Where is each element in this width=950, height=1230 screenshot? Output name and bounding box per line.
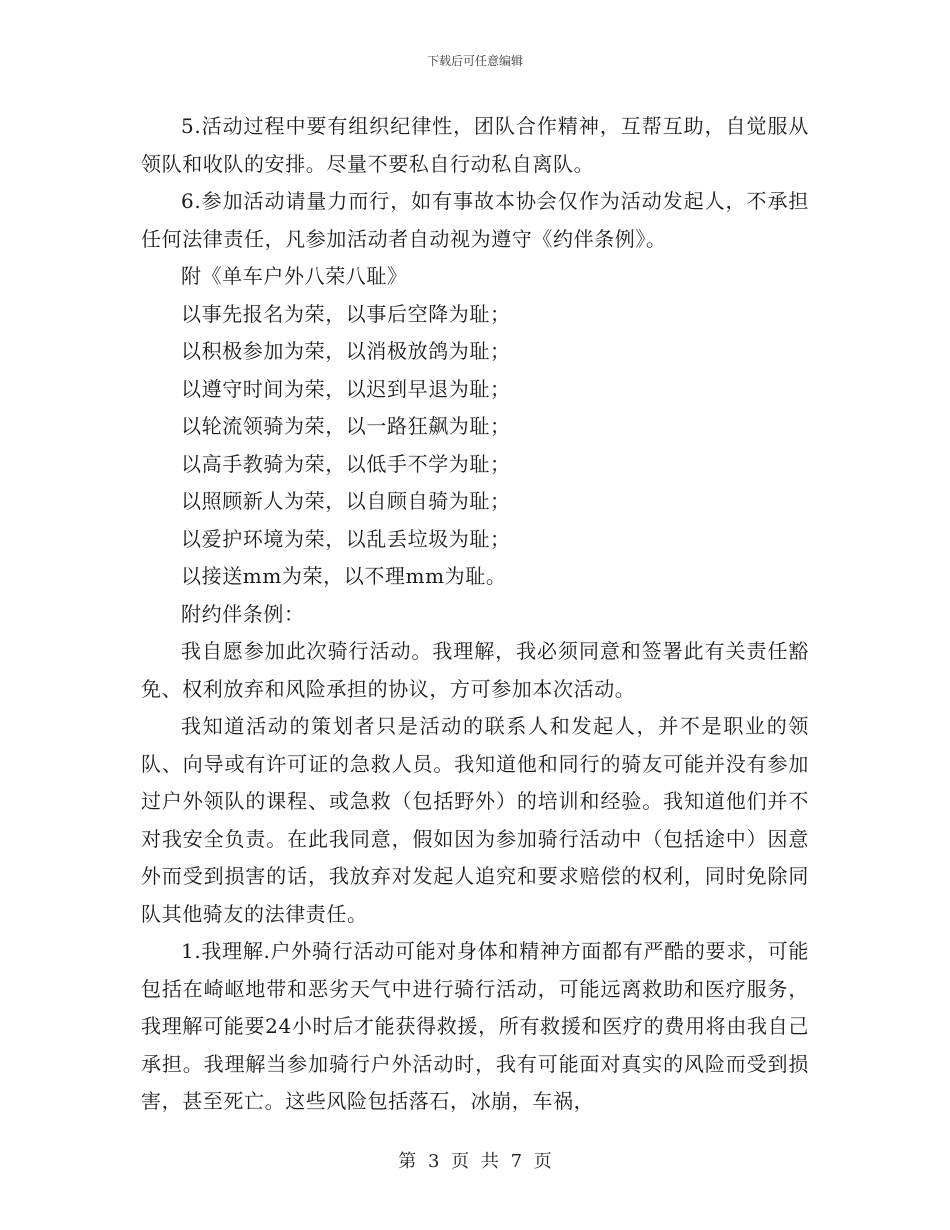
paragraph-rule-5: 5.活动过程中要有组织纪律性，团队合作精神，互帮互助，自觉服从领队和收队的安排。尽量不要私自行动私自离队。 — [141, 114, 809, 176]
appendix-title-honors: 附《单车户外八荣八耻》 — [181, 264, 408, 288]
honor-line: 以照顾新人为荣，以自顾自骑为耻； — [181, 489, 511, 513]
honor-line: 以爱护环境为荣，以乱丢垃圾为耻； — [181, 526, 511, 551]
paragraph-rule-6: 6.参加活动请量力而行，如有事故本协会仅作为活动发起人，不承担任何法律责任，凡参加活动者自动视为遵守《约伴条例》。 — [141, 189, 809, 251]
honor-line: 以轮流领骑为荣，以一路狂飙为耻； — [181, 414, 511, 438]
appendix-title-agreement: 附约伴条例： — [181, 601, 305, 626]
page-header: 下载后可任意编辑 — [426, 54, 523, 68]
honor-line: 以接送mm为荣，以不理mm为耻。 — [181, 564, 507, 588]
paragraph-disclaimer: 我知道活动的策划者只是活动的联系人和发起人，并不是职业的领队、向导或有许可证的急救人员。我知道他和同行的骑友可能并没有参加过户外领队的课程、或急救（包括野外）的培训和经验。我知道他们并不对我安全负责。在此我同意，假如因为参加骑行活动中（包括途中）因意外而受到损害的话，我放弃对发起人追究和要求赔偿的权利，同时免除同队其他骑友的法律责任。 — [141, 714, 809, 926]
honor-line: 以遵守时间为荣，以迟到早退为耻； — [181, 376, 511, 401]
paragraph-consent: 我自愿参加此次骑行活动。我理解，我必须同意和签署此有关责任豁免、权利放弃和风险承担的协议，方可参加本次活动。 — [141, 639, 809, 701]
page-footer: 第 3 页 共 7 页 — [398, 1151, 552, 1172]
document-body — [141, 108, 809, 1121]
paragraph-risk-1: 1.我理解.户外骑行活动可能对身体和精神方面都有严酷的要求，可能包括在崎岖地带和恶劣天气中进行骑行活动，可能远离救助和医疗服务，我理解可能要24小时后才能获得救援，所有救援和医疗的费用将由我自己承担。我理解当参加骑行户外活动时，我有可能面对真实的风险而受到损害，甚至死亡。这些风险包括落石，冰崩，车祸， — [141, 939, 809, 1113]
honor-line: 以事先报名为荣，以事后空降为耻； — [181, 301, 511, 326]
honor-line: 以积极参加为荣，以消极放鸽为耻； — [181, 339, 511, 363]
honor-line: 以高手教骑为荣，以低手不学为耻； — [181, 451, 511, 476]
